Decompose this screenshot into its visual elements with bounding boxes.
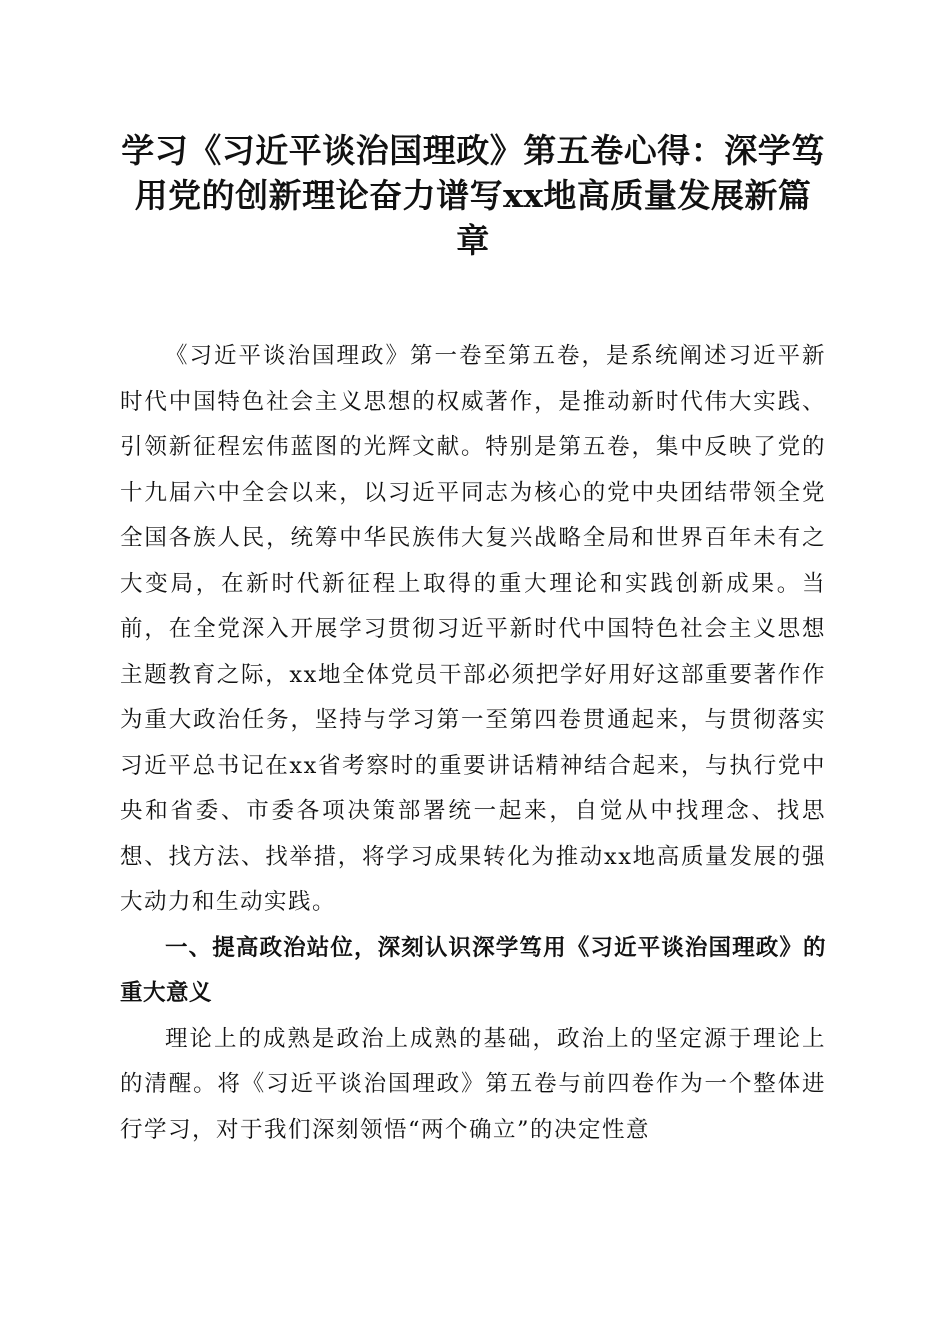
intro-paragraph: 《习近平谈治国理政》第一卷至第五卷，是系统阐述习近平新时代中国特色社会主义思想的权威著作，是推动新时代伟大实践、引领新征程宏伟蓝图的光辉文献。特别是第五卷，集中反映了党的十九届六中全会以来，以习近平同志为核心的党中央团结带领全党全国各族人民，统筹中华民族伟大复兴战略全局和世界百年未有之大变局，在新时代新征程上取得的重大理论和实践创新成果。当前，在全党深入开展学习贯彻习近平新时代中国特色社会主义思想主题教育之际，xx地全体党员干部必须把学好用好这部重要著作作为重大政治任务，坚持与学习第一至第四卷贯通起来，与贯彻落实习近平总书记在xx省考察时的重要讲话精神结合起来，与执行党中央和省委、市委各项决策部署统一起来，自觉从中找理念、找思想、找方法、找举措，将学习成果转化为推动xx地高质量发展的强大动力和生动实践。 <box>120 343 826 915</box>
section-1-paragraph: 理论上的成熟是政治上成熟的基础，政治上的坚定源于理论上的清醒。将《习近平谈治国理政》第五卷与前四卷作为一个整体进行学习，对于我们深刻领悟“两个确立”的决定性意 <box>120 1025 826 1143</box>
document-page <box>120 128 826 1153</box>
section-heading-1: 一、提高政治站位，深刻认识深学笃用《习近平谈治国理政》的重大意义 <box>120 934 826 1006</box>
document-body <box>120 334 826 1153</box>
document-title: 学习《习近平谈治国理政》第五卷心得：深学笃用党的创新理论奋力谱写xx地高质量发展新篇章 <box>121 131 825 260</box>
